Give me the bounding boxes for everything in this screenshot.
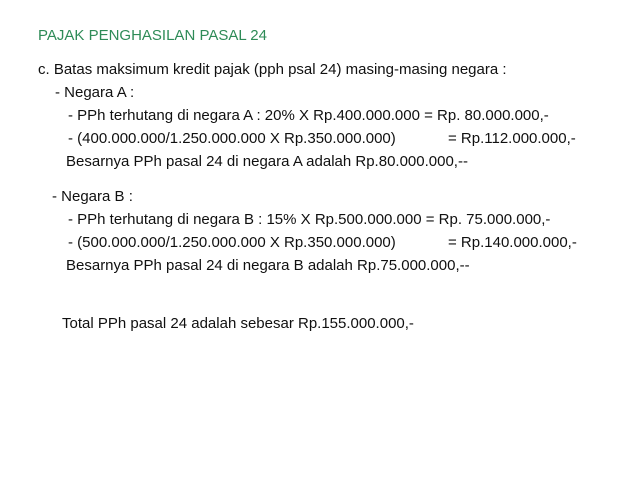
negara-a-conclusion: Besarnya PPh pasal 24 di negara A adalah Rp.80.000.000,-- xyxy=(66,153,468,170)
negara-b-calc-result: = Rp.140.000.000,- xyxy=(448,234,577,251)
negara-a-calc-result: = Rp.112.000.000,- xyxy=(448,130,576,147)
negara-a-calc-formula: - (400.000.000/1.250.000.000 X Rp.350.000.000) xyxy=(68,130,396,147)
negara-b-conclusion: Besarnya PPh pasal 24 di negara B adalah Rp.75.000.000,-- xyxy=(66,257,470,274)
negara-b-pph-terhutang: - PPh terhutang di negara B : 15% X Rp.500.000.000 = Rp. 75.000.000,- xyxy=(68,211,551,228)
section-heading-c: c. Batas maksimum kredit pajak (pph psal 24) masing-masing negara : xyxy=(38,61,507,78)
negara-a-label: - Negara A : xyxy=(55,84,135,101)
negara-b-calc-formula: - (500.000.000/1.250.000.000 X Rp.350.000.000) xyxy=(68,234,396,251)
total-pph-pasal-24: Total PPh pasal 24 adalah sebesar Rp.155.000.000,- xyxy=(62,315,414,332)
slide-title: PAJAK PENGHASILAN PASAL 24 xyxy=(38,27,267,44)
negara-b-label: - Negara B : xyxy=(52,188,133,205)
negara-a-pph-terhutang: - PPh terhutang di negara A : 20% X Rp.400.000.000 = Rp. 80.000.000,- xyxy=(68,107,549,124)
